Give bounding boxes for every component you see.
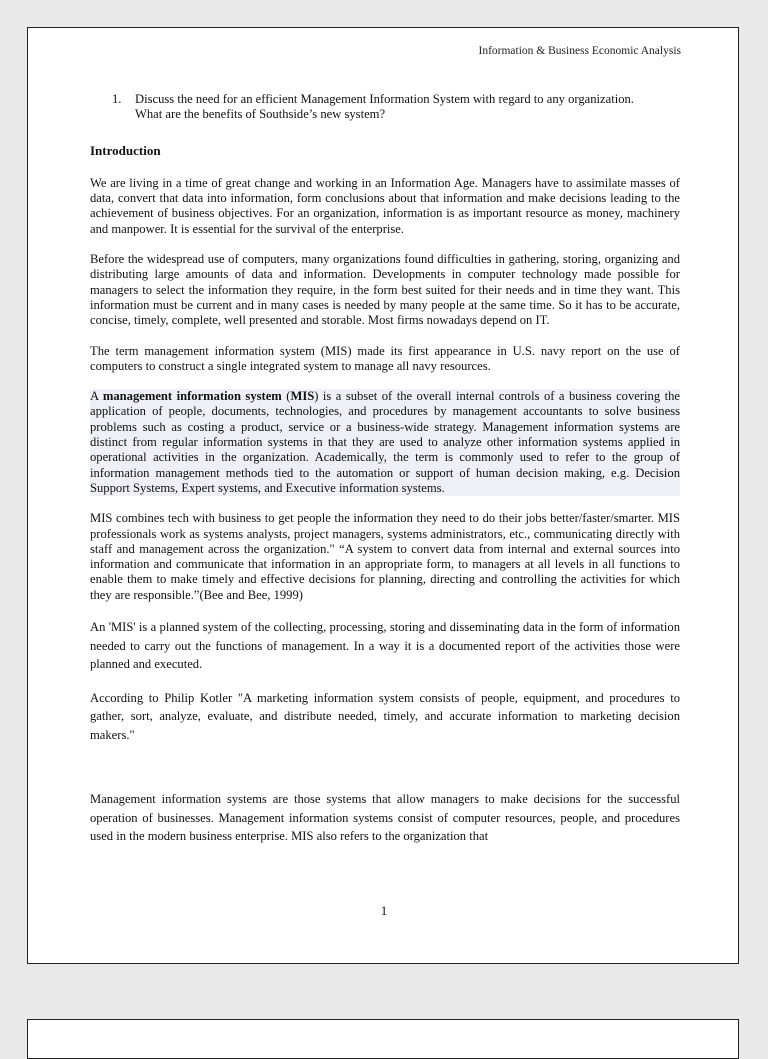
running-header: Information & Business Economic Analysis xyxy=(478,45,681,57)
text-run: A xyxy=(90,389,103,404)
next-page-edge xyxy=(27,1019,739,1059)
bold-term: management information system xyxy=(102,389,282,404)
paragraph-2: Before the widespread use of computers, many organizations found difficulties in gathering, storing, organizing and distributing large amounts of data and information. Developments in computer technology made possible for managers to select the information they require, in the form best suited for their needs and in time they want. This information must be current and in many cases is needed by many people at the same time. So it has to be accurate, concise, timely, complete, well presented and storable. Most firms nowadays depend on IT. xyxy=(90,252,680,328)
bold-abbreviation: MIS xyxy=(290,389,315,404)
paragraph-5: MIS combines tech with business to get people the information they need to do their jobs better/faster/smarter. MIS professionals work as systems analysts, project managers, systems administrators, etc., communicating directly with staff and management across the organization." “A system to convert data from internal and external sources into information and communicate that information in an appropriate form, to managers at all levels in all functions to enable them to make timely and effective decisions for planning, directing and controlling the activities for which they are responsible.”(Bee and Bee, 1999) xyxy=(90,511,680,602)
paragraph-1: We are living in a time of great change and working in an Information Age. Managers have to assimilate masses of data, convert that data into information, form conclusions about that information and make decisions leading to the achievement of business objectives. For an organization, information is as important resource as money, machinery and manpower. It is essential for the survival of the enterprise. xyxy=(90,175,680,236)
section-heading: Introduction xyxy=(90,142,161,158)
text-run: ( xyxy=(281,389,291,404)
page-content xyxy=(90,92,680,861)
paragraph-3: The term management information system (MIS) made its first appearance in U.S. navy report on the use of computers to construct a single integrated system to manage all navy resources. xyxy=(90,343,680,373)
page-number: 1 xyxy=(380,903,388,918)
text-run: ) is a subset of the overall internal controls of a business covering the application of people, documents, technologies, and procedures by management accountants to solve business problems such as costing a product, service or a business-wide strategy. Management information systems are distinct from regular information systems in that they are used to analyze other information systems applied in operational activities in the organization. Academically, the term is commonly used to refer to the group of information management methods tied to the automation or support of human decision making, e.g. Decision Support Systems, Expert systems, and Executive information systems. xyxy=(90,389,680,495)
paragraph-4-mis-definition xyxy=(90,389,680,496)
question-item xyxy=(112,92,680,123)
document-page xyxy=(27,27,739,964)
question-text: Discuss the need for an efficient Management Information System with regard to any organization. What are the benefits of Southside’s new system? xyxy=(135,92,634,122)
paragraph-6: An 'MIS' is a planned system of the collecting, processing, storing and disseminating data in the form of information needed to carry out the functions of management. In a way it is a documented report of the activities those were planned and executed. xyxy=(90,620,680,672)
paragraph-8: Management information systems are those systems that allow managers to make decisions for the successful operation of businesses. Management information systems consist of computer resources, people, and procedures used in the modern business enterprise. MIS also refers to the organization that xyxy=(90,792,680,844)
paragraph-7: According to Philip Kotler "A marketing information system consists of people, equipment, and procedures to gather, sort, analyze, evaluate, and distribute needed, timely, and accurate information to marketing decision makers." xyxy=(90,690,680,742)
question-number: 1. xyxy=(112,92,122,106)
